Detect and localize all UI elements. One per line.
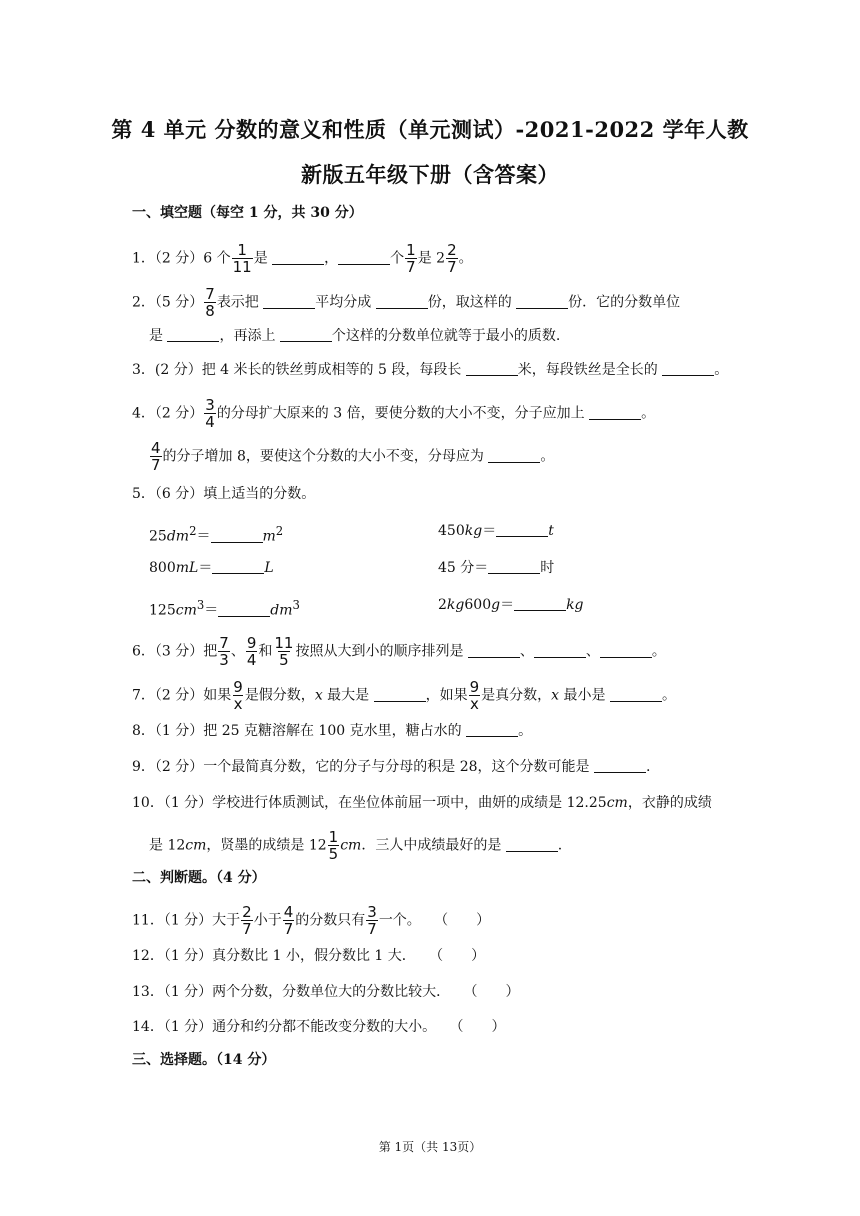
- fraction: $\frac{9}{4}$: [246, 634, 257, 669]
- question-14: 14．（1 分）通分和约分都不能改变分数的大小。 （ ）: [132, 1019, 506, 1035]
- q1-number: 1．（2 分）6 个: [132, 250, 231, 267]
- question-2: 2．（5 分） $\frac{7}{8}$ 表示把 平均分成 份，取这样的 份．它的分数单位: [132, 285, 681, 320]
- question-3: 3．(2 分）把 4 米长的铁丝剪成相等的 5 段，每段长 米，每段铁丝是全长的 。: [132, 362, 729, 378]
- section-heading-choice: 三、选择题。（14 分）: [132, 1052, 276, 1068]
- answer-blank[interactable]: [496, 522, 548, 537]
- answer-blank[interactable]: [466, 361, 518, 376]
- answer-blank[interactable]: [589, 405, 641, 420]
- q5-row3-right: 2kg600g＝ kg: [438, 597, 584, 613]
- q5-row1-right: 450kg＝ t: [438, 523, 554, 539]
- fraction: $\frac{9}{x}$: [233, 678, 243, 713]
- fraction: $\frac{4}{7}$: [151, 439, 161, 474]
- answer-blank[interactable]: [167, 327, 219, 342]
- answer-blank[interactable]: [374, 687, 426, 702]
- answer-blank[interactable]: [600, 643, 652, 658]
- fraction: $\frac{3}{7}$: [367, 903, 377, 938]
- question-7: 7．（2 分）如果 $\frac{9}{x}$ 是假分数，x 最大是 ，如果 $\frac{9}{x}$ 是真分数，x 最小是 。: [132, 678, 676, 713]
- question-4-continued: $\frac{4}{7}$ 的分子增加 8，要使这个分数的大小不变，分母应为 。: [151, 439, 555, 474]
- fraction: $\frac{1}{5}$: [328, 828, 339, 863]
- fraction: $\frac{2}{7}$: [447, 241, 457, 276]
- answer-blank[interactable]: [211, 528, 263, 543]
- answer-blank[interactable]: [272, 250, 324, 265]
- question-11: 11．（1 分）大于 $\frac{2}{7}$ 小于 $\frac{4}{7}$ 的分数只有 $\frac{3}{7}$ 一个。 （ ）: [132, 903, 491, 938]
- answer-parentheses[interactable]: （ ）: [429, 948, 486, 964]
- fraction: $\frac{7}{8}$: [205, 285, 215, 320]
- answer-parentheses[interactable]: （ ）: [449, 1019, 506, 1035]
- document-title-line2: 新版五年级下册（含答案）: [301, 162, 559, 187]
- q5-row1-left: $25dm^2= m^2$: [149, 524, 284, 545]
- fraction: $\frac{1}{7}$: [406, 241, 416, 276]
- answer-blank[interactable]: [610, 687, 662, 702]
- document-title-line1: 第 4 单元 分数的意义和性质（单元测试）-2021-2022 学年人教: [111, 117, 749, 142]
- fraction: $\frac{3}{4}$: [205, 396, 215, 431]
- answer-blank[interactable]: [376, 294, 428, 309]
- section-heading-judgement: 二、判断题。（4 分）: [132, 870, 266, 886]
- answer-blank[interactable]: [506, 837, 558, 852]
- question-4: 4．（2 分） $\frac{3}{4}$ 的分母扩大原来的 3 倍，要使分数的大小不变，分子应加上 。: [132, 396, 656, 431]
- answer-blank[interactable]: [218, 602, 270, 617]
- answer-blank[interactable]: [516, 294, 568, 309]
- question-9: 9．（2 分）一个最简真分数，它的分子与分母的积是 28，这个分数可能是 .: [132, 759, 651, 775]
- answer-parentheses[interactable]: （ ）: [463, 984, 520, 1000]
- answer-blank[interactable]: [212, 559, 264, 574]
- section-heading-fill-in: 一、填空题（每空 1 分，共 30 分）: [132, 205, 363, 221]
- page-footer: 第 1页（共 13页）: [378, 1140, 482, 1154]
- question-10: 10．（1 分）学校进行体质测试，在坐位体前屈一项中，曲妍的成绩是 12.25cm，衣静的成绩: [132, 795, 712, 811]
- question-8: 8．（1 分）把 25 克糖溶解在 100 克水里，糖占水的 。: [132, 723, 533, 739]
- q5-row2-right: 45 分＝ 时: [438, 560, 555, 576]
- answer-blank[interactable]: [280, 327, 332, 342]
- answer-blank[interactable]: [338, 250, 390, 265]
- question-2-continued: 是 ，再添上 个这样的分数单位就等于最小的质数.: [149, 328, 561, 344]
- question-6: 6．（3 分）把 $\frac{7}{3}$ 、 $\frac{9}{4}$ 和 $\frac{11}{5}$ 按照从大到小的顺序排列是 、 、 。: [132, 634, 666, 669]
- q5-row3-left: $125cm^3= dm^3$: [149, 598, 300, 619]
- fraction: $\frac{7}{3}$: [219, 634, 229, 669]
- answer-blank[interactable]: [263, 294, 315, 309]
- question-1: 1．（2 分）6 个 $\frac{1}{11}$ 是 ， 个 $\frac{1}{7}$ 是 2 $\frac{2}{7}$ 。: [132, 241, 473, 276]
- question-5: 5．（6 分）填上适当的分数。: [132, 486, 316, 502]
- q5-row2-left: 800mL＝ L: [149, 560, 274, 576]
- answer-blank[interactable]: [534, 643, 586, 658]
- question-10-continued: 是 12cm，贤墨的成绩是 12 $\frac{1}{5}$ cm．三人中成绩最好的是 .: [149, 828, 563, 863]
- answer-blank[interactable]: [488, 448, 540, 463]
- fraction: $\frac{11}{5}$: [274, 634, 294, 669]
- answer-blank[interactable]: [466, 722, 518, 737]
- fraction: $\frac{4}{7}$: [283, 903, 294, 938]
- answer-parentheses[interactable]: （ ）: [434, 912, 491, 929]
- question-12: 12．（1 分）真分数比 1 小，假分数比 1 大． （ ）: [132, 948, 486, 964]
- fraction: $\frac{2}{7}$: [242, 903, 252, 938]
- answer-blank[interactable]: [488, 559, 540, 574]
- answer-blank[interactable]: [468, 643, 520, 658]
- answer-blank[interactable]: [662, 361, 714, 376]
- fraction: $\frac{9}{x}$: [469, 678, 480, 713]
- answer-blank[interactable]: [514, 596, 566, 611]
- answer-blank[interactable]: [594, 758, 646, 773]
- fraction: $\frac{1}{11}$: [232, 241, 252, 276]
- question-13: 13．（1 分）两个分数，分数单位大的分数比较大． （ ）: [132, 984, 520, 1000]
